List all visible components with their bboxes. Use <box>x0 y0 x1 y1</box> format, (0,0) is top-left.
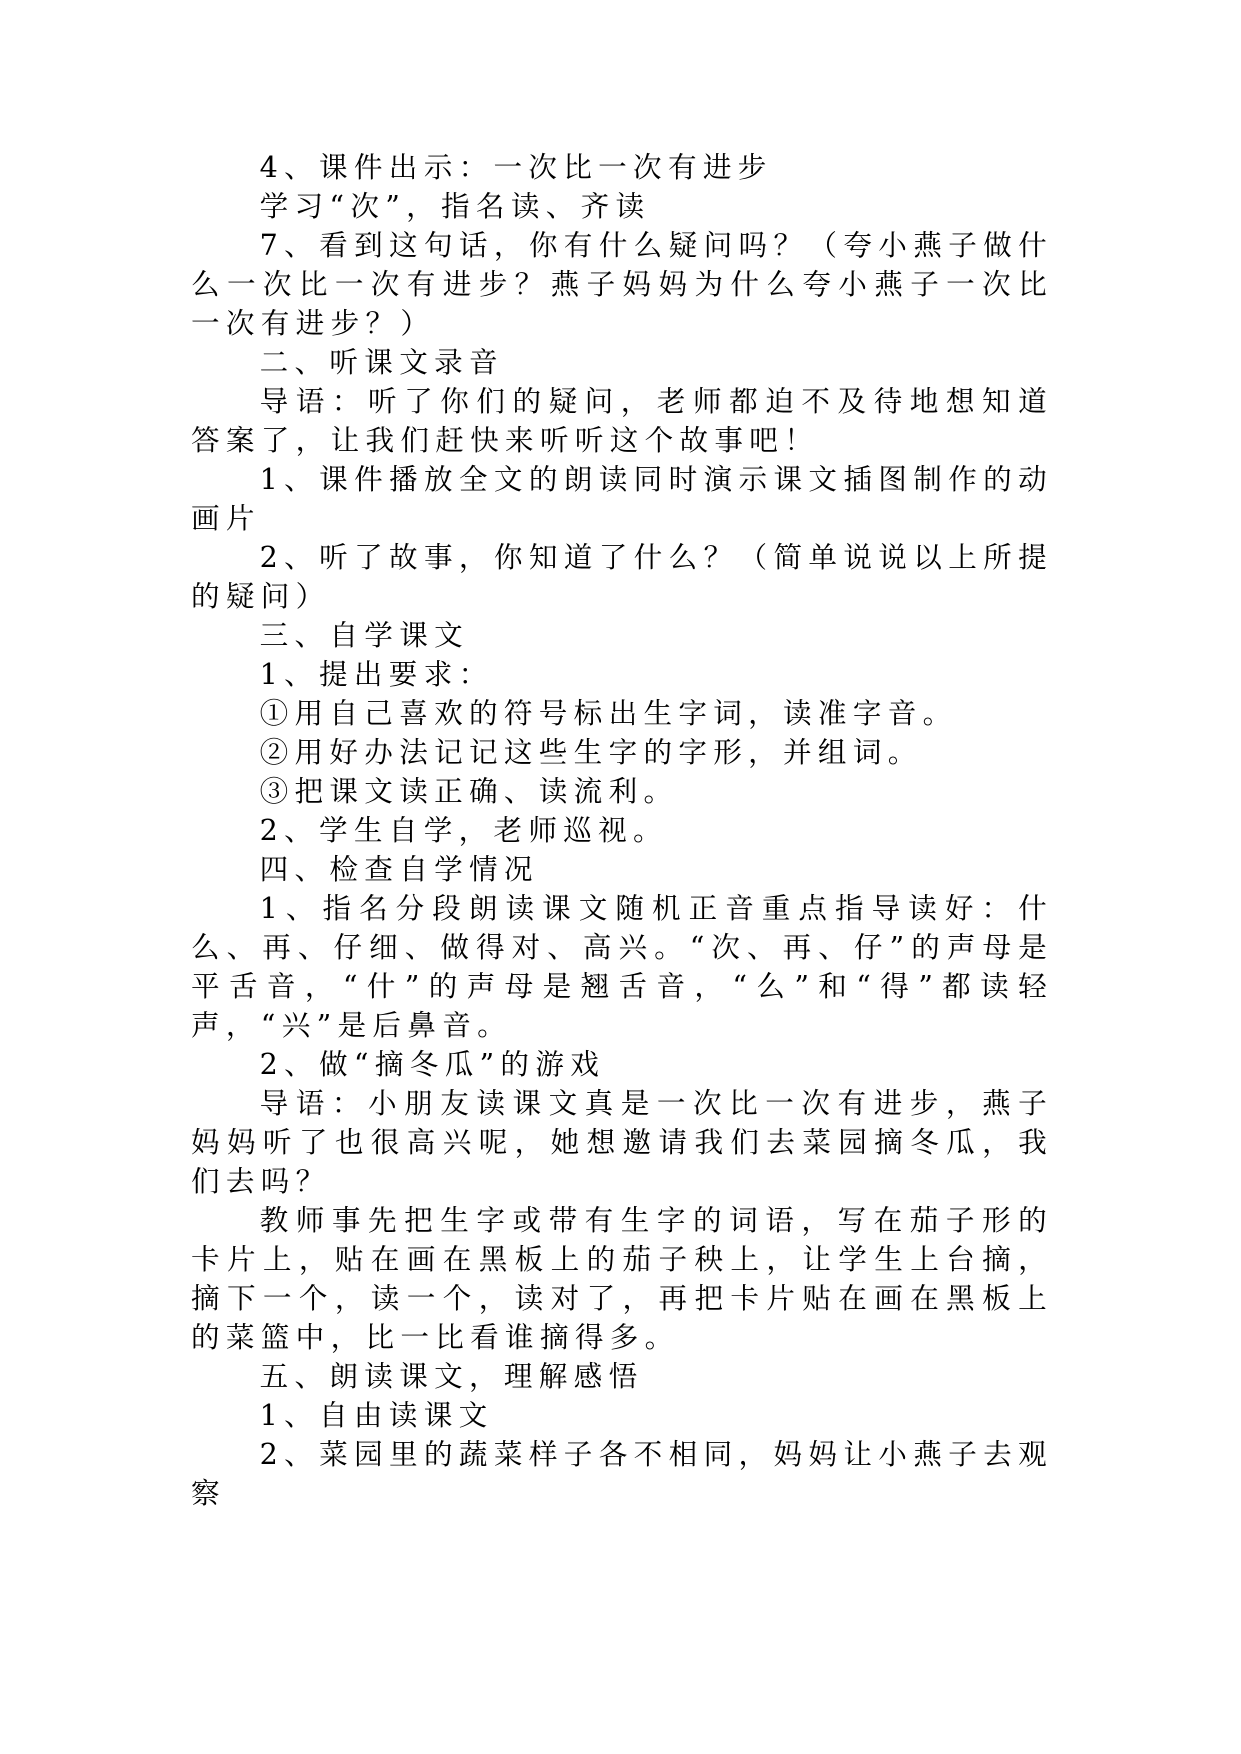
section-heading: 四、检查自学情况 <box>259 852 539 886</box>
paragraph: 4、课件出示：一次比一次有进步 <box>259 150 773 184</box>
paragraph: 2、菜园里的蔬菜样子各不相同，妈妈让小燕子去观察 <box>191 1437 1053 1510</box>
section-heading: 五、朗读课文，理解感悟 <box>259 1359 644 1393</box>
list-item: ③把课文读正确、读流利。 <box>259 774 679 808</box>
paragraph: 2、学生自学，老师巡视。 <box>259 813 668 847</box>
list-item: ②用好办法记记这些生字的字形，并组词。 <box>259 735 923 769</box>
section-heading: 三、自学课文 <box>259 618 469 652</box>
paragraph: 2、做“摘冬瓜”的游戏 <box>259 1047 606 1081</box>
document-body <box>191 148 1053 1513</box>
paragraph: 1、自由读课文 <box>259 1398 494 1432</box>
paragraph: 导语：听了你们的疑问，老师都迫不及待地想知道答案了，让我们赶快来听听这个故事吧！ <box>191 384 1053 457</box>
paragraph: 1、课件播放全文的朗读同时演示课文插图制作的动画片 <box>191 462 1053 535</box>
paragraph: 教师事先把生字或带有生字的词语，写在茄子形的卡片上，贴在画在黑板上的茄子秧上，让学生上台摘，摘下一个，读一个，读对了，再把卡片贴在画在黑板上的菜篮中，比一比看谁摘得多。 <box>191 1203 1053 1354</box>
paragraph: 7、看到这句话，你有什么疑问吗？（夸小燕子做什么一次比一次有进步？燕子妈妈为什么夸小燕子一次比一次有进步？） <box>191 228 1053 340</box>
paragraph: 1、指名分段朗读课文随机正音重点指导读好：什么、再、仔细、做得对、高兴。“次、再、仔”的声母是平舌音，“什”的声母是翘舌音，“么”和“得”都读轻声，“兴”是后鼻音。 <box>191 891 1053 1042</box>
paragraph: 1、提出要求： <box>259 657 494 691</box>
list-item: ①用自己喜欢的符号标出生字词，读准字音。 <box>259 696 958 730</box>
paragraph: 导语：小朋友读课文真是一次比一次有进步，燕子妈妈听了也很高兴呢，她想邀请我们去菜园摘冬瓜，我们去吗？ <box>191 1086 1053 1198</box>
section-heading: 二、听课文录音 <box>259 345 504 379</box>
paragraph: 学习“次”，指名读、齐读 <box>259 189 651 223</box>
paragraph: 2、听了故事，你知道了什么？（简单说说以上所提的疑问） <box>191 540 1053 613</box>
